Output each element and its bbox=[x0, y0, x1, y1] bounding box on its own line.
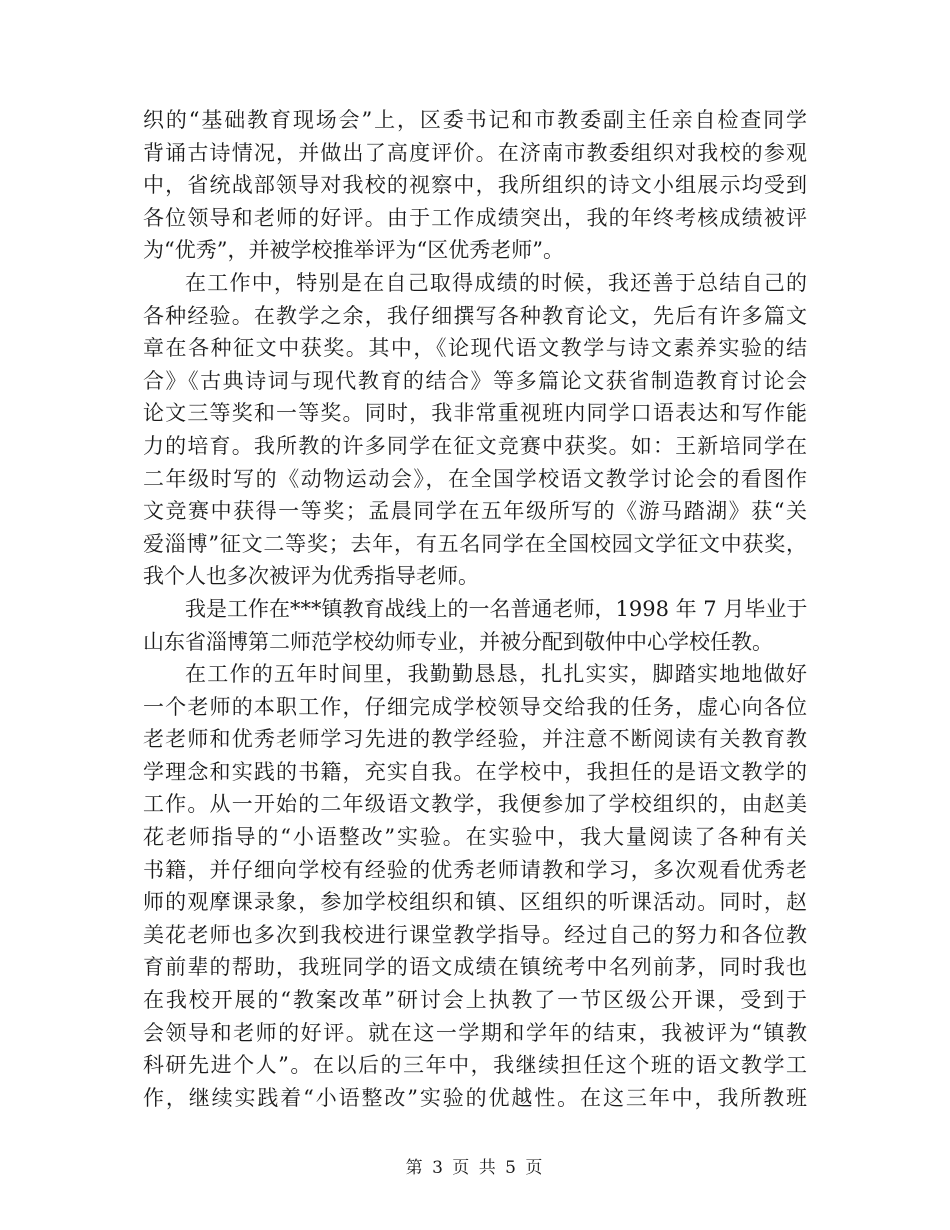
text-line: 中，省统战部领导对我校的视察中，我所组织的诗文小组展示均受到 bbox=[143, 173, 807, 198]
text-line: 力的培育。我所教的许多同学在征文竞赛中获奖。如：王新培同学在 bbox=[143, 433, 807, 458]
text-line: 我个人也多次被评为优秀指导老师。 bbox=[143, 564, 479, 589]
text-line: 师的观摩课录象，参加学校组织和镇、区组织的听课活动。同时，赵 bbox=[143, 890, 807, 915]
text-line: 美花老师也多次到我校进行课堂教学指导。经过自己的努力和各位教 bbox=[143, 922, 807, 947]
text-line: 二年级时写的《动物运动会》，在全国学校语文教学讨论会的看图作 bbox=[143, 466, 807, 491]
text-line: 科研先进个人”。在以后的三年中，我继续担任这个班的语文教学工 bbox=[143, 1053, 807, 1078]
body-text bbox=[143, 104, 807, 1114]
text-line: 老老师和优秀老师学习先进的教学经验，并注意不断阅读有关教育教 bbox=[143, 727, 807, 752]
text-line: 会领导和老师的好评。就在这一学期和学年的结束，我被评为“镇教 bbox=[143, 1020, 807, 1045]
text-line: 育前辈的帮助，我班同学的语文成绩在镇统考中名列前茅，同时我也 bbox=[143, 955, 807, 980]
text-line: 背诵古诗情况，并做出了高度评价。在济南市教委组织对我校的参观 bbox=[143, 140, 807, 165]
paragraph-start: 在工作的五年时间里，我勤勤恳恳，扎扎实实，脚踏实地地做好 bbox=[185, 662, 807, 687]
text-line: 各位领导和老师的好评。由于工作成绩突出，我的年终考核成绩被评 bbox=[143, 205, 807, 230]
text-line: 爱淄博”征文二等奖；去年，有五名同学在全国校园文学征文中获奖， bbox=[143, 531, 807, 556]
text-line: 书籍，并仔细向学校有经验的优秀老师请教和学习，多次观看优秀老 bbox=[143, 857, 807, 882]
text-line: 各种经验。在教学之余，我仔细撰写各种教育论文，先后有许多篇文 bbox=[143, 303, 807, 328]
text-line: 论文三等奖和一等奖。同时，我非常重视班内同学口语表达和写作能 bbox=[143, 401, 807, 426]
text-line: 合》《古典诗词与现代教育的结合》等多篇论文获省制造教育讨论会 bbox=[143, 368, 807, 393]
text-line: 织的“基础教育现场会”上，区委书记和市教委副主任亲自检查同学 bbox=[143, 108, 807, 132]
text-line: 在我校开展的“教案改革”研讨会上执教了一节区级公开课，受到于 bbox=[143, 988, 807, 1013]
text-line: 山东省淄博第二师范学校幼师专业，并被分配到敬仲中心学校任教。 bbox=[143, 629, 773, 654]
paragraph-start: 我是工作在***镇教育战线上的一名普通老师，1998 年 7 月毕业于 bbox=[185, 596, 808, 621]
text-line: 工作。从一开始的二年级语文教学，我便参加了学校组织的，由赵美 bbox=[143, 792, 807, 817]
text-line: 一个老师的本职工作，仔细完成学校领导交给我的任务，虚心向各位 bbox=[143, 694, 807, 719]
text-line: 章在各种征文中获奖。其中，《论现代语文教学与诗文素养实验的结 bbox=[143, 336, 807, 361]
page-number-footer: 第 3 页 共 5 页 bbox=[405, 1158, 545, 1178]
text-line: 花老师指导的“小语整改”实验。在实验中，我大量阅读了各种有关 bbox=[143, 825, 807, 850]
text-line: 为“优秀”，并被学校推举评为“区优秀老师”。 bbox=[143, 238, 564, 263]
text-line: 作，继续实践着“小语整改”实验的优越性。在这三年中，我所教班 bbox=[143, 1085, 807, 1110]
text-line: 学理念和实践的书籍，充实自我。在学校中，我担任的是语文教学的 bbox=[143, 759, 807, 784]
text-line: 文竞赛中获得一等奖；孟晨同学在五年级所写的《游马踏湖》获“关 bbox=[143, 499, 807, 524]
paragraph-start: 在工作中，特别是在自己取得成绩的时候，我还善于总结自己的 bbox=[185, 270, 807, 295]
